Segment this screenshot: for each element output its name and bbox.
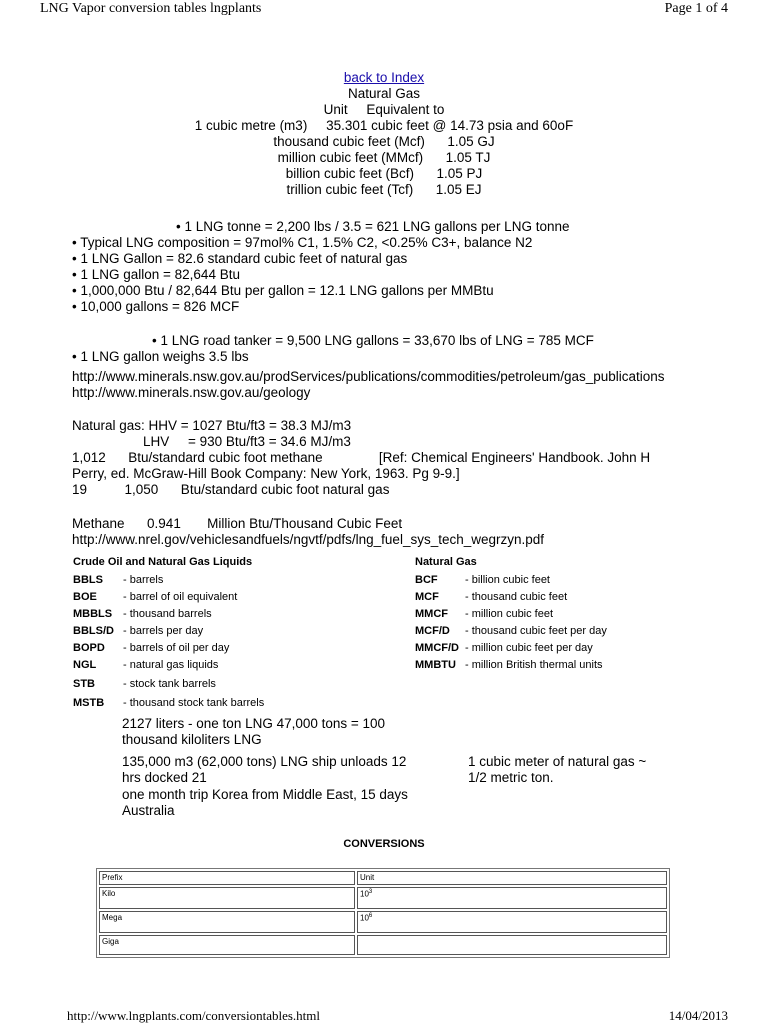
abbrev-row: MCF - thousand cubic feet (415, 591, 568, 603)
note-liters: 2127 liters - one ton LNG 47,000 tons = 100 thousand kiloliters LNG (122, 716, 386, 747)
reference-line: 19 1,050 Btu/standard cubic foot natural gas (72, 482, 390, 497)
abbrev-row: NGL - natural gas liquids (73, 659, 219, 671)
source-url: http://www.minerals.nsw.gov.au/prodServices/publications/commodities/petroleum/gas_publications (72, 369, 665, 384)
note-trip: one month trip Korea from Middle East, 15 days Australia (122, 787, 408, 818)
fact-weighs: • 1 LNG gallon weighs 3.5 lbs (72, 349, 249, 364)
abbrev-row: MCF/D - thousand cubic feet per day (415, 625, 607, 637)
abbrev-row: MSTB - thousand stock tank barrels (73, 697, 265, 709)
abbrev-row: BCF - billion cubic feet (415, 574, 550, 586)
document-title: LNG Vapor conversion tables lngplants (40, 1, 262, 16)
source-url: http://www.minerals.nsw.gov.au/geology (72, 385, 311, 400)
abbrev-row: BBLS - barrels (73, 574, 164, 586)
header-prefix: Prefix (99, 871, 355, 885)
fact-item: • 1 LNG Gallon = 82.6 standard cubic feet of natural gas (72, 251, 408, 266)
methane-line: Methane 0.941 Million Btu/Thousand Cubic Feet (72, 516, 403, 531)
conversion-row: trillion cubic feet (Tcf) 1.05 EJ (286, 182, 482, 197)
table-header-row (99, 871, 667, 885)
conversion-row: billion cubic feet (Bcf) 1.05 PJ (285, 166, 483, 181)
abbrev-row: BOPD - barrels of oil per day (73, 642, 230, 654)
conversion-row: thousand cubic feet (Mcf) 1.05 GJ (273, 134, 495, 149)
source-url: http://www.nrel.gov/vehiclesandfuels/ngvtf/pdfs/lng_fuel_sys_tech_wegrzyn.pdf (72, 532, 545, 547)
abbrev-row: BBLS/D - barrels per day (73, 625, 204, 637)
hhv-line: Natural gas: HHV = 1027 Btu/ft3 = 38.3 MJ/m3 (72, 418, 352, 433)
conversion-row: 1 cubic metre (m3) 35.301 cubic feet @ 14.73 psia and 60oF (194, 118, 574, 133)
footer-url: http://www.lngplants.com/conversiontables.html (67, 1008, 320, 1023)
reference-line: 1,012 Btu/standard cubic foot methane [Ref: Chemical Engineers' Handbook. John H (72, 450, 651, 465)
prefix-cell: Mega (99, 911, 355, 933)
table-row (99, 911, 667, 933)
abbrev-row: MMCF - million cubic feet (415, 608, 554, 620)
unit-header: Unit Equivalent to (323, 102, 445, 117)
unit-cell: $10^6$ (357, 911, 667, 933)
lhv-line: LHV = 930 Btu/ft3 = 34.6 MJ/m3 (143, 434, 351, 449)
footer-date: 14/04/2013 (668, 1008, 728, 1023)
back-to-index-link[interactable]: back to Index (343, 70, 425, 85)
abbrev-row: BOE - barrel of oil equivalent (73, 591, 238, 603)
header-unit: Unit (357, 871, 667, 885)
table-row (99, 935, 667, 955)
unit-cell: $10^3$ (357, 887, 667, 909)
fact-item: • 10,000 gallons = 826 MCF (72, 299, 240, 314)
fact-item: • Typical LNG composition = 97mol% C1, 1.5% C2, <0.25% C3+, balance N2 (72, 235, 533, 250)
fact-item: • 1,000,000 Btu / 82,644 Btu per gallon = 12.1 LNG gallons per MMBtu (72, 283, 494, 298)
fact-tonne: • 1 LNG tonne = 2,200 lbs / 3.5 = 621 LNG gallons per LNG tonne (176, 219, 570, 234)
abbrev-row: MMBTU - million British thermal units (415, 659, 603, 671)
reference-line: Perry, ed. McGraw-Hill Book Company: New York, 1963. Pg 9-9.] (72, 466, 460, 481)
prefix-cell: Giga (99, 935, 355, 955)
abbrev-row: MBBLS - thousand barrels (73, 608, 212, 620)
conversion-row: million cubic feet (MMcf) 1.05 TJ (277, 150, 491, 165)
table-row (99, 887, 667, 909)
page-number: Page 1 of 4 (664, 1, 728, 16)
natural-gas-section-title: Natural Gas (415, 556, 477, 568)
conversions-title: CONVERSIONS (343, 838, 425, 850)
prefix-table (96, 868, 670, 958)
abbrev-row: STB - stock tank barrels (73, 678, 216, 690)
abbrev-row: MMCF/D - million cubic feet per day (415, 642, 593, 654)
note-cubic-meter: 1 cubic meter of natural gas ~ 1/2 metric ton. (468, 754, 647, 785)
crude-oil-section-title: Crude Oil and Natural Gas Liquids (73, 556, 253, 568)
fact-tanker: • 1 LNG road tanker = 9,500 LNG gallons = 33,670 lbs of LNG = 785 MCF (152, 333, 594, 348)
natural-gas-heading: Natural Gas (347, 86, 421, 101)
prefix-cell: Kilo (99, 887, 355, 909)
unit-cell (357, 935, 667, 955)
fact-item: • 1 LNG gallon = 82,644 Btu (72, 267, 240, 282)
note-ship: 135,000 m3 (62,000 tons) LNG ship unloads 12 hrs docked 21 (122, 754, 407, 785)
